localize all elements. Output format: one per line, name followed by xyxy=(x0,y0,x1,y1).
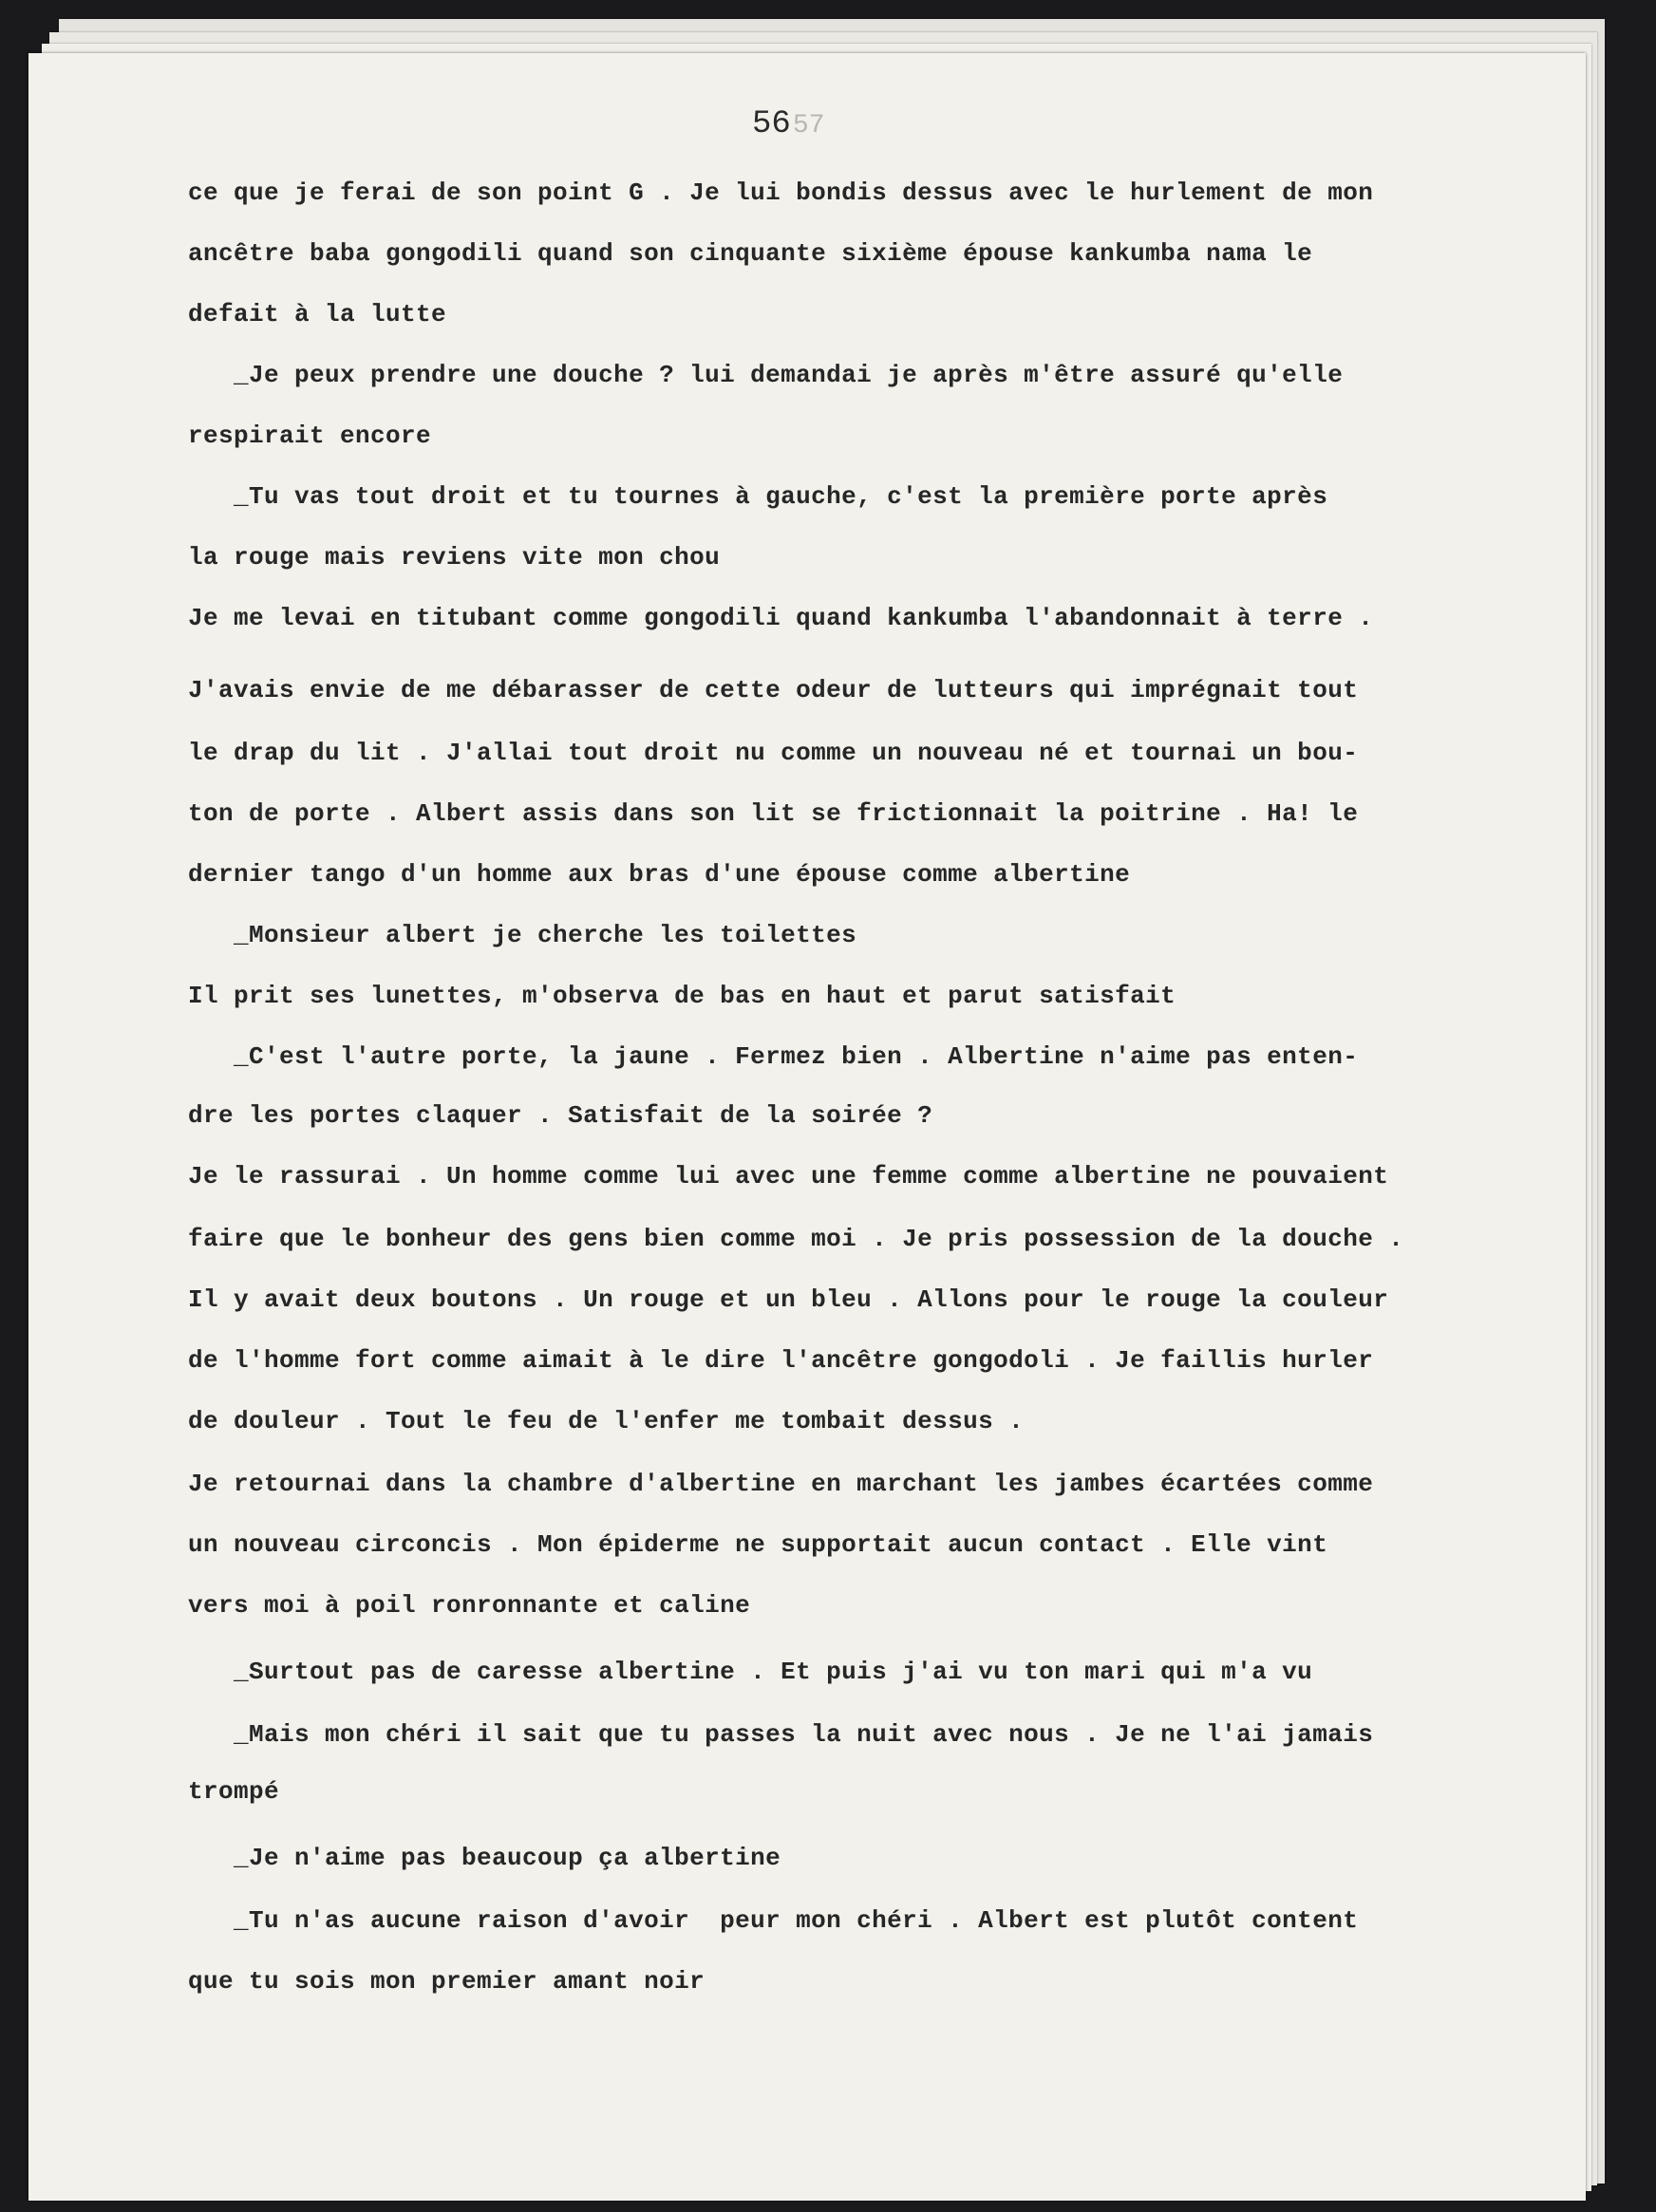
text-line: dernier tango d'un homme aux bras d'une épouse comme albertine xyxy=(188,860,1131,889)
text-line: _Monsieur albert je cherche les toilettes xyxy=(188,921,857,949)
text-line: Il y avait deux boutons . Un rouge et un bleu . Allons pour le rouge la couleur xyxy=(188,1285,1389,1314)
text-line: defait à la lutte xyxy=(188,300,447,328)
text-line: le drap du lit . J'allai tout droit nu comme un nouveau né et tournai un bou- xyxy=(188,739,1359,767)
text-line: Il prit ses lunettes, m'observa de bas en haut et parut satisfait xyxy=(188,982,1176,1010)
text-line: faire que le bonheur des gens bien comme moi . Je pris possession de la douche . xyxy=(188,1225,1404,1253)
typewritten-page xyxy=(28,53,1586,2201)
text-line: que tu sois mon premier amant noir xyxy=(188,1967,706,1996)
text-line: ancêtre baba gongodili quand son cinquante sixième épouse kankumba nama le xyxy=(188,239,1313,268)
text-line: ce que je ferai de son point G . Je lui bondis dessus avec le hurlement de mon xyxy=(188,178,1374,207)
text-line: ton de porte . Albert assis dans son lit se frictionnait la poitrine . Ha! le xyxy=(188,799,1359,828)
text-line: _Mais mon chéri il sait que tu passes la nuit avec nous . Je ne l'ai jamais xyxy=(188,1720,1374,1749)
text-line: dre les portes claquer . Satisfait de la soirée ? xyxy=(188,1101,933,1130)
text-line: la rouge mais reviens vite mon chou xyxy=(188,543,721,572)
page-number: 5657 xyxy=(752,106,825,142)
text-line: un nouveau circoncis . Mon épiderme ne supportait aucun contact . Elle vint xyxy=(188,1530,1328,1559)
text-line: _Tu vas tout droit et tu tournes à gauche, c'est la première porte après xyxy=(188,482,1328,511)
text-line: _Tu n'as aucune raison d'avoir peur mon chéri . Albert est plutôt content xyxy=(188,1906,1359,1935)
text-line: Je retournai dans la chambre d'albertine en marchant les jambes écartées comme xyxy=(188,1470,1374,1498)
page-body xyxy=(188,53,1555,2201)
text-line: _Surtout pas de caresse albertine . Et puis j'ai vu ton mari qui m'a vu xyxy=(188,1658,1313,1686)
text-line: _Je peux prendre une douche ? lui demandai je après m'être assuré qu'elle xyxy=(188,361,1344,389)
text-line: respirait encore xyxy=(188,422,432,450)
text-line: trompé xyxy=(188,1777,280,1806)
text-line: J'avais envie de me débarasser de cette odeur de lutteurs qui imprégnait tout xyxy=(188,676,1359,704)
text-line: _C'est l'autre porte, la jaune . Fermez bien . Albertine n'aime pas enten- xyxy=(188,1042,1359,1071)
text-line: vers moi à poil ronronnante et caline xyxy=(188,1591,751,1620)
text-line: _Je n'aime pas beaucoup ça albertine xyxy=(188,1844,781,1872)
text-line: de l'homme fort comme aimait à le dire l'ancêtre gongodoli . Je faillis hurler xyxy=(188,1346,1374,1375)
text-line: de douleur . Tout le feu de l'enfer me tombait dessus . xyxy=(188,1407,1025,1435)
text-line: Je me levai en titubant comme gongodili quand kankumba l'abandonnait à terre . xyxy=(188,604,1374,632)
page-number-ghost: 57 xyxy=(792,111,825,141)
text-line: Je le rassurai . Un homme comme lui avec une femme comme albertine ne pouvaient xyxy=(188,1162,1389,1190)
